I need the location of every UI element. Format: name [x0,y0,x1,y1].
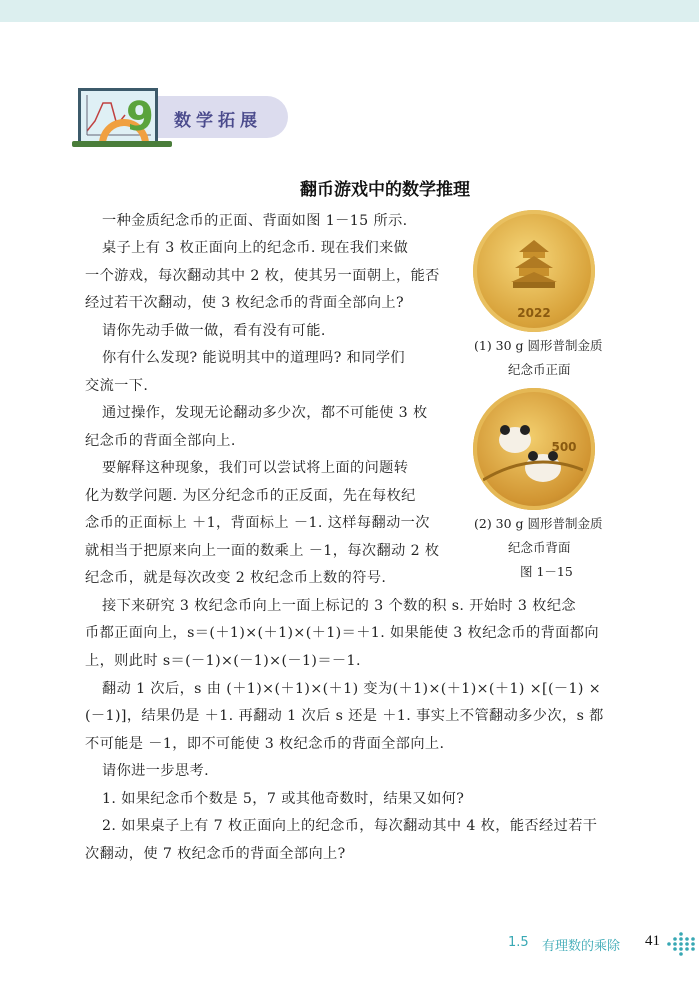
dot-grid-icon [666,931,696,957]
caption-2-line-1: (2) 30 g 圆形普制金质 [474,516,603,531]
badge-pill [158,96,288,138]
page-number: 41 [645,933,660,949]
badge-label: 数学拓展 [174,111,262,131]
text-line: 一种金质纪念币的正面、背面如图 1－15 所示. [102,213,408,229]
text-line: 就相当于把原来向上一面的数乘上 －1，每次翻动 2 枚 [85,543,440,559]
dot [667,942,671,946]
caption-1-line-2: 纪念币正面 [508,362,571,377]
dot [679,932,683,936]
temple-of-heaven-icon [511,238,557,288]
text-line: 次翻动，使 7 枚纪念币的背面全部向上? [85,846,346,862]
section-number: 1.5 [508,935,529,950]
coin-obverse-image [473,210,595,332]
section-badge [78,88,293,150]
text-line: (－1)]，结果仍是 ＋1. 再翻动 1 次后 s 还是 ＋1. 事实上不管翻动多少次，s 都 [85,708,604,724]
top-band [0,0,699,22]
dot [679,947,683,951]
dot [685,937,689,941]
dot [691,937,695,941]
text-line: 交流一下. [85,378,149,394]
text-line: 一个游戏，每次翻动其中 2 枚，使其另一面朝上，能否 [85,268,440,284]
article-title: 翻币游戏中的数学推理 [300,180,470,200]
dot [691,942,695,946]
text-line: 2. 如果桌子上有 7 枚正面向上的纪念币，每次翻动其中 4 枚，能否经过若干 [102,818,598,834]
dot [673,942,677,946]
figure-label: 图 1－15 [520,564,573,579]
badge-number: 9 [126,94,154,140]
text-line: 币都正面向上，s＝(＋1)×(＋1)×(＋1)＝＋1. 如果能使 3 枚纪念币的背面都向 [85,625,599,641]
text-line: 1. 如果纪念币个数是 5，7 或其他奇数时，结果又如何? [102,791,465,807]
text-line: 通过操作，发现无论翻动多少次，都不可能使 3 枚 [102,405,428,421]
caption-2-line-2: 纪念币背面 [508,540,571,555]
text-line: 念币的正面标上 ＋1，背面标上 －1. 这样每翻动一次 [85,515,430,531]
text-line: 请你进一步思考. [102,763,210,779]
dot [685,947,689,951]
text-line: 化为数学问题. 为区分纪念币的正反面，先在每枚纪 [85,488,416,504]
dot [685,942,689,946]
text-line: 纪念币，就是每次改变 2 枚纪念币上数的符号. [85,570,387,586]
text-line: 请你先动手做一做，看有没有可能. [102,323,326,339]
chapter-title: 有理数的乘除 [542,939,621,954]
text-line: 不可能是 －1，即不可能使 3 枚纪念币的背面全部向上. [85,736,445,752]
text-line: 翻动 1 次后，s 由 (＋1)×(＋1)×(＋1) 变为(＋1)×(＋1)×(＋1) ×[(－1) × [102,681,602,697]
dot [673,937,677,941]
text-line: 桌子上有 3 枚正面向上的纪念币. 现在我们来做 [102,240,409,256]
dot [679,942,683,946]
text-line: 纪念币的背面全部向上. [85,433,236,449]
coin-value: 500 [551,440,577,454]
dot [679,952,683,956]
dot [679,937,683,941]
coin-year: 2022 [517,306,551,320]
caption-1-line-1: (1) 30 g 圆形普制金质 [474,338,603,353]
text-line: 接下来研究 3 枚纪念币向上一面上标记的 3 个数的积 s. 开始时 3 枚纪念 [102,598,577,614]
board-tray [72,141,172,147]
dot [691,947,695,951]
text-line: 上，则此时 s＝(－1)×(－1)×(－1)＝－1. [85,653,361,669]
coin-reverse-image [473,388,595,510]
text-line: 要解释这种现象，我们可以尝试将上面的问题转 [102,460,409,476]
dot [673,947,677,951]
text-line: 你有什么发现? 能说明其中的道理吗? 和同学们 [102,350,405,366]
text-line: 经过若干次翻动，使 3 枚纪念币的背面全部向上? [85,295,405,311]
